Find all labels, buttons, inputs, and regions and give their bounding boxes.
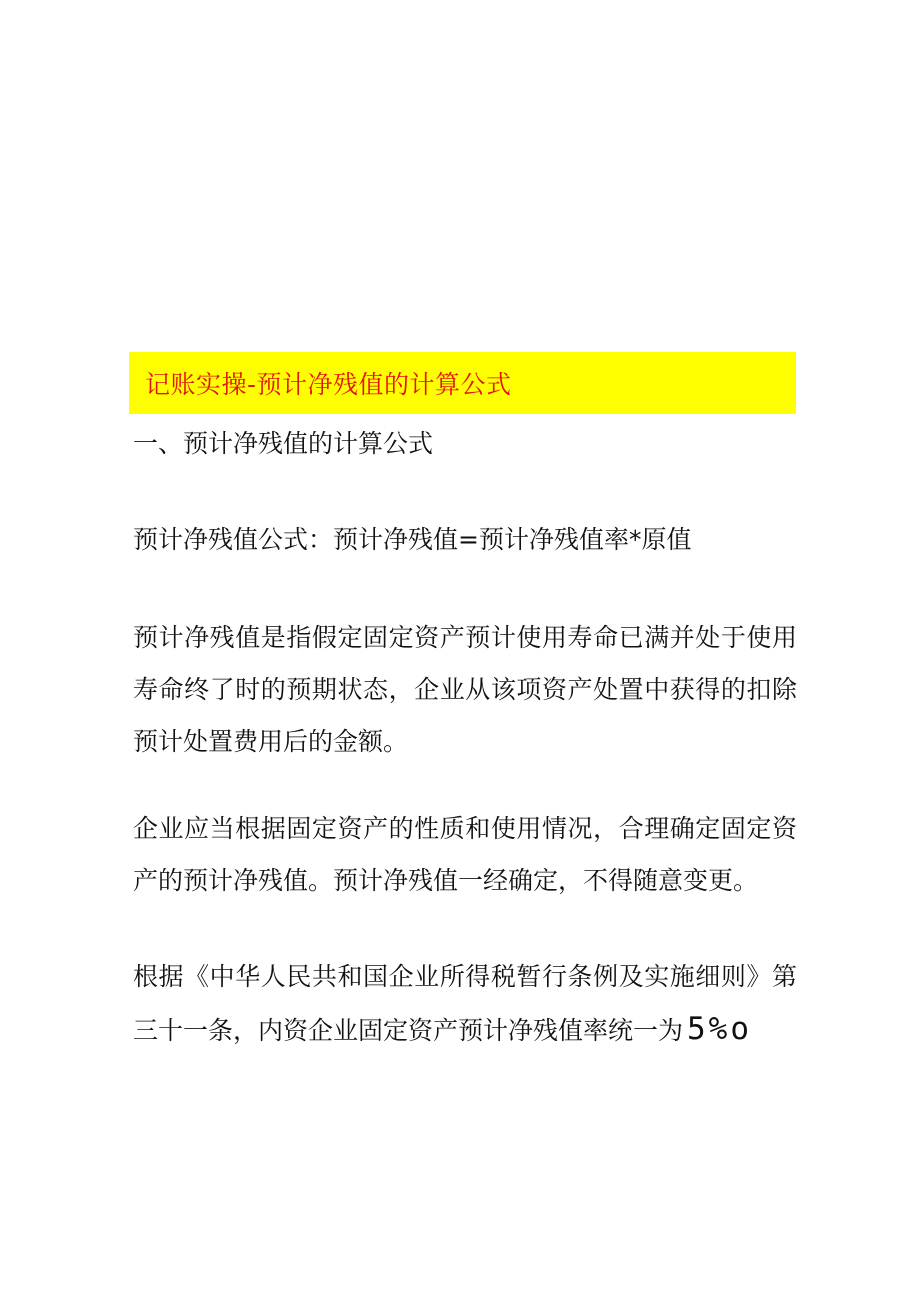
regulation-paragraph <box>133 951 797 1057</box>
section-heading: 一、预计净残值的计算公式 <box>133 429 434 458</box>
residual-rate-value: 5%o <box>687 1011 753 1047</box>
title-banner <box>129 352 796 414</box>
determination-paragraph: 企业应当根据固定资产的性质和使用情况，合理确定固定资产的预计净残值。预计净残值一经确定，不得随意变更。 <box>133 814 797 895</box>
regulation-text: 根据《中华人民共和国企业所得税暂行条例及实施细则》第三十一条，内资企业固定资产预计净残值率统一为 <box>133 962 797 1045</box>
formula-paragraph: 预计净残值公式：预计净残值=预计净残值率*原值 <box>133 525 692 554</box>
definition-paragraph: 预计净残值是指假定固定资产预计使用寿命已满并处于使用寿命终了时的预期状态，企业从该项资产处置中获得的扣除预计处置费用后的金额。 <box>133 623 797 756</box>
document-title: 记账实操-预计净残值的计算公式 <box>145 370 512 399</box>
